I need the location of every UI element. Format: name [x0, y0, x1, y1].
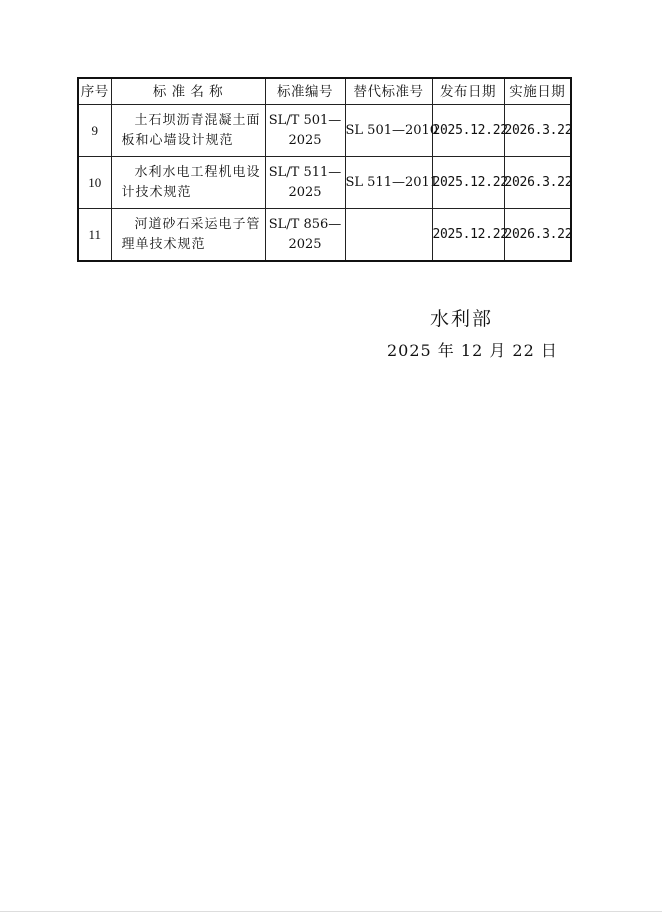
table-row [78, 105, 571, 157]
standard-code [265, 105, 345, 157]
issue-date: 2025.12.22 [432, 157, 504, 209]
standards-table [77, 77, 572, 262]
row-number: 9 [78, 105, 111, 157]
standard-code [265, 157, 345, 209]
table-row [78, 157, 571, 209]
standard-name [111, 105, 265, 157]
row-number: 10 [78, 157, 111, 209]
standard-name [111, 209, 265, 262]
issuing-authority: 水利部 [430, 308, 494, 330]
issue-date: 2025.12.22 [432, 209, 504, 262]
standard-name-line: 计技术规范 [121, 184, 192, 200]
page-bottom-edge [0, 911, 662, 912]
standard-name-line: 土石坝沥青混凝土面 [134, 112, 261, 128]
standard-code-line: 2025 [288, 184, 322, 200]
standard-code-line: SL/T 511— [268, 164, 342, 180]
header-issue-date: 发布日期 [432, 78, 504, 105]
effective-date: 2026.3.22 [504, 105, 571, 157]
standard-name-line: 理单技术规范 [121, 236, 206, 252]
replaced-standard: SL 501—2010 [345, 105, 432, 157]
standard-code-line: 2025 [288, 236, 322, 252]
standard-code [265, 209, 345, 262]
replaced-standard [345, 209, 432, 262]
table-row [78, 209, 571, 262]
standard-code-line: SL/T 501— [268, 112, 342, 128]
effective-date: 2026.3.22 [504, 209, 571, 262]
signature-date: 2025 年 12 月 22 日 [387, 341, 558, 360]
header-replaces: 替代标准号 [345, 78, 432, 105]
standard-name-line: 河道砂石采运电子管 [134, 216, 261, 232]
header-name: 标 准 名 称 [111, 78, 265, 105]
header-effective-date: 实施日期 [504, 78, 571, 105]
row-number: 11 [78, 209, 111, 262]
table-header-row [78, 78, 571, 105]
header-no: 序号 [78, 78, 111, 105]
header-code: 标准编号 [265, 78, 345, 105]
issue-date: 2025.12.22 [432, 105, 504, 157]
standard-code-line: SL/T 856— [268, 216, 342, 232]
replaced-standard: SL 511—2011 [345, 157, 432, 209]
effective-date: 2026.3.22 [504, 157, 571, 209]
standard-name [111, 157, 265, 209]
standard-code-line: 2025 [288, 132, 322, 148]
standard-name-line: 板和心墙设计规范 [121, 132, 234, 148]
standard-name-line: 水利水电工程机电设 [134, 164, 261, 180]
